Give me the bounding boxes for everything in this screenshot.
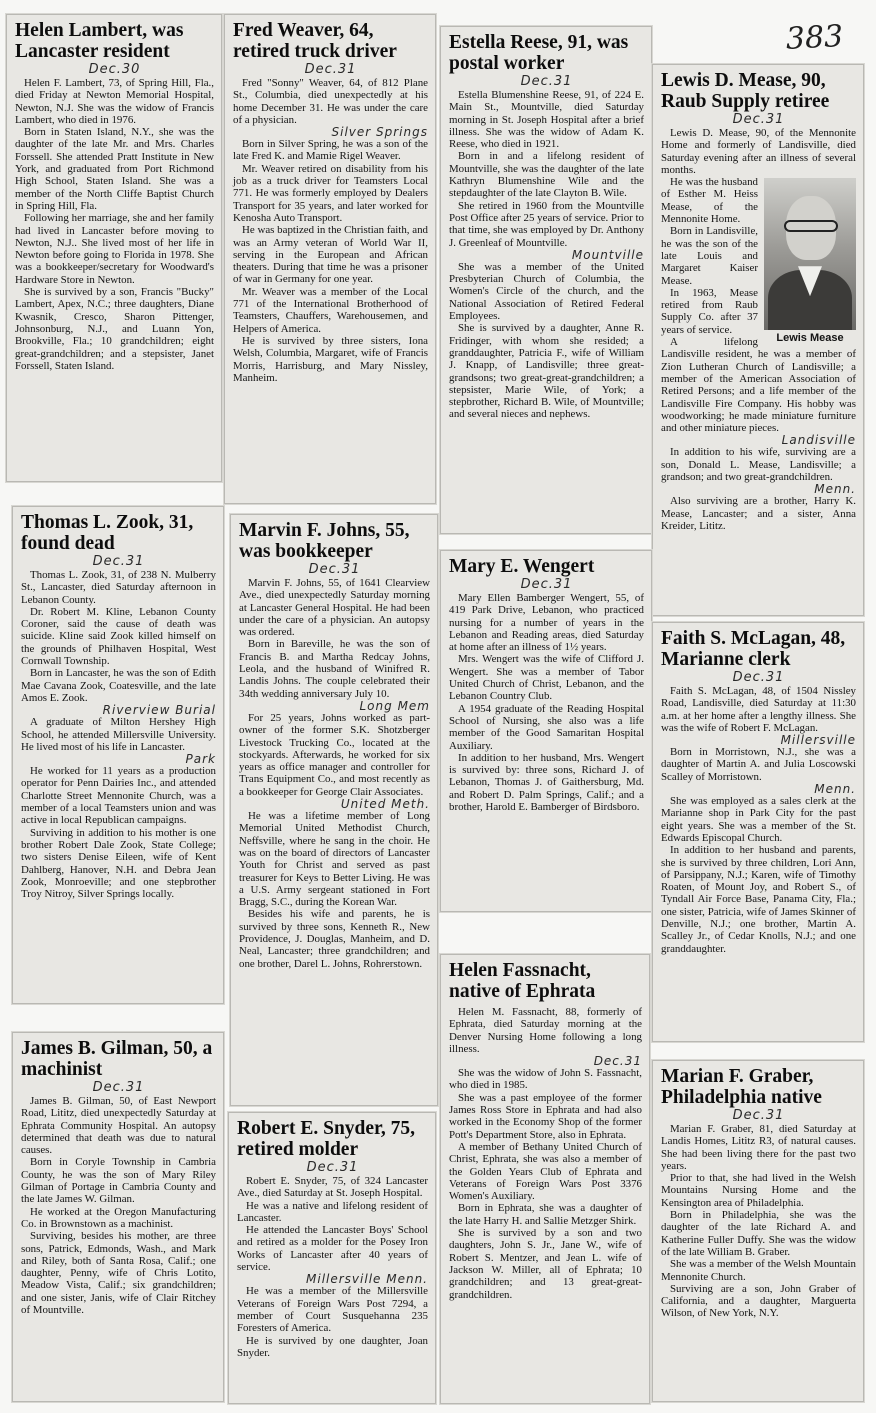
handwritten-note: Dec.30 — [88, 62, 141, 77]
paragraph: Mr. Weaver was a member of the Local 771 of the International Brotherhood of Teamsters, Chauffers, Warehousemen, and Helpers of America. — [233, 285, 428, 335]
paragraph: Prior to that, she had lived in the Welsh Mountains Nursing Home and the Kensington area of Philadelphia. — [661, 1172, 856, 1209]
handwritten-note: Dec.31 — [306, 1160, 359, 1175]
headline: Helen Lambert, was Lancaster resident — [15, 20, 184, 62]
paragraph: She is survived by a son, Francis "Bucky" Lambert, Apex, N.C.; three daughters, Diane Kwasnik, Cresco, Sharon Pittenger, Johnsonburg, N.J., and Luann Yon, Brookville, Fla.; 10 grandchildren; eight great-grandchildren; and a stepsister, Janet Forssell, Staten Island. — [15, 286, 214, 372]
paragraph: Estella Blumenshine Reese, 91, of 224 E. Main St., Mountville, died Saturday morning in St. Joseph Hospital after a brief illness. She was the widow of Adam K. Reese, who died in 1921. — [449, 89, 644, 151]
obituary-marvin-johns — [230, 514, 438, 1106]
handwritten-note: Dec.31 — [593, 1054, 642, 1069]
handwritten-note: Menn. — [814, 782, 856, 797]
headline: Lewis D. Mease, 90, Raub Supply retiree — [661, 70, 830, 112]
portrait-image — [764, 178, 856, 330]
paragraph: She is survived by a son and two daughters, John S. Jr., Jane W., wife of Robert S. Mentzer, and Jean L. wife of Jackson W. Miller, all of Ephrata; 10 grandchildren; and 13 great-great-grandchildren. — [449, 1227, 642, 1301]
paragraph: He was the husband of Esther M. Heiss Mease, of the Mennonite Home. — [661, 176, 758, 226]
paragraph: He worked at the Oregon Manufacturing Co. in Brownstown as a machinist. — [21, 1205, 216, 1230]
paragraph: In addition to his wife, surviving are a son, Donald L. Mease, Landisville; a grandson; and two great-grandchildren. — [661, 446, 856, 484]
paragraph: He was a native and lifelong resident of Lancaster. — [237, 1199, 428, 1224]
handwritten-note: Dec.31 — [92, 554, 145, 569]
headline: Robert E. Snyder, 75, retired molder — [237, 1118, 416, 1160]
paragraph: Fred "Sonny" Weaver, 64, of 812 Plane St., Columbia, died unexpectedly at his home December 31. He was under the care of a physician. — [233, 77, 428, 126]
paragraph: Born in Bareville, he was the son of Francis B. and Martha Redcay Johns, Leola, and the husband of Winifred R. Landis Johns. The couple celebrated their 34th wedding anniversary July 10. — [239, 638, 430, 700]
paragraph: Born in Landisville, he was the son of the late Louis and Margaret Kaiser Mease. — [661, 225, 758, 287]
paragraph: She retired in 1960 from the Mountville Post Office after 25 years of service. Prior to that time, she was employed by Dr. Anthony J. Greenleaf of Mountville. — [449, 199, 644, 249]
handwritten-note: Dec.31 — [732, 1108, 785, 1123]
paragraph: Mary Ellen Bamberger Wengert, 55, of 419 Park Drive, Lebanon, who practiced nursing for a number of years in the Lebanon and Reading areas, died Saturday at home after an illness of 1½ years. — [449, 592, 644, 654]
handwritten-note: Dec.31 — [520, 577, 573, 592]
handwritten-note: Millersville Menn. — [306, 1272, 428, 1287]
paragraph: He was baptized in the Christian faith, and was an Army veteran of World War II, serving in the European and African theaters. During that time he was a prisoner of war in Germany for one year. — [233, 224, 428, 286]
paragraph: A 1954 graduate of the Reading Hospital School of Nursing, she also was a life member of the Good Samaritan Hospital Auxiliary. — [449, 702, 644, 752]
paragraph: Born in Morristown, N.J., she was a daughter of Martin A. and Julia Loscowski Scalley of Morristown. — [661, 746, 856, 783]
obituary-helen-fassnacht — [440, 954, 650, 1404]
paragraph: He was a member of the Millersville Veterans of Foreign Wars Post 7294, a member of Court Susquehanna 235 Foresters of America. — [237, 1285, 428, 1335]
portrait-photo — [764, 178, 856, 344]
handwritten-note: Park — [185, 752, 216, 767]
handwritten-note: United Meth. — [340, 797, 430, 812]
paragraph: A lifelong Landisville resident, he was a member of Zion Lutheran Church of Landisville; a member of the American Association of Retired Persons; and a life member of the Landisville Fire Company. His hobby was woodworking; he made miniature furniture and other miniature pieces. — [661, 336, 856, 435]
headline: Thomas L. Zook, 31, found dead — [21, 512, 194, 554]
headline: Helen Fassnacht, native of Ephrata — [449, 960, 596, 1002]
handwritten-note: Menn. — [814, 482, 856, 497]
paragraph: A member of Bethany United Church of Christ, Ephrata, she was also a member of the Golden Years Club of Ephrata and Veterans of Foreign Wars Post 3376 Women's Auxiliary. — [449, 1140, 642, 1203]
paragraph: For 25 years, Johns worked as part-owner of the former S.K. Shotzberger Livestock Trucking Co., located at the stockyards. Afterwards, he worked for six years as office manager and controller for Trans Equipment Co., and most recently as a bookkeeper for George Clair Associates. — [239, 711, 430, 798]
handwritten-note: Long Mem — [359, 698, 430, 713]
obituary-fred-weaver — [224, 14, 436, 504]
paragraph: In 1963, Mease retired from Raub Supply Co. after 37 years of service. — [661, 286, 758, 336]
headline: Marvin F. Johns, 55, was bookkeeper — [239, 520, 410, 562]
handwritten-note: Riverview Burial — [102, 703, 216, 718]
paragraph: Helen F. Lambert, 73, of Spring Hill, Fla., died Friday at Newton Memorial Hospital, Newton, N.J. She was the widow of Francis Lambert, who died in 1976. — [15, 77, 214, 126]
obituary-thomas-zook — [12, 506, 224, 1004]
paragraph: Mrs. Wengert was the wife of Clifford J. Wengert. She was a member of Tabor United Church of Christ, Lebanon, and the Lebanon Country Club. — [449, 653, 644, 703]
paragraph: She was a member of the United Presbyterian Church of Columbia, the Women's Circle of the church, and the National Association of Retired Federal Employees. — [449, 260, 644, 323]
paragraph: She was a past employee of the former James Ross Store in Ephrata and had also worked in the Economy Shop of the former Pott's Department Store, also in Ephrata. — [449, 1091, 642, 1141]
paragraph: He is survived by one daughter, Joan Snyder. — [237, 1334, 428, 1359]
paragraph: A graduate of Milton Hershey High School, he attended Millersville University. He lived most of his life in Lancaster. — [21, 716, 216, 753]
paragraph: Surviving in addition to his mother is one brother Robert Dale Zook, State College; two sisters Denise Eileen, wife of Kent Dahlberg, Hanover, N.H. and Debra Jean Zook, Monroeville; and one stepbrother Troy Nitroy, Silver Springs locally. — [21, 826, 216, 901]
paragraph: Born in Coryle Township in Cambria County, he was the son of Mary Riley Gilman of Portage in Cambria County and the late James W. Gilman. — [21, 1156, 216, 1206]
paragraph: Mr. Weaver retired on disability from his job as a truck driver for Teamsters Local 771. He was formerly employed by Dealers Transport for 35 years, and later worked for Kenosha Auto Transport. — [233, 162, 428, 224]
handwritten-note: Dec.31 — [732, 670, 785, 685]
obituary-robert-snyder — [228, 1112, 436, 1404]
headline: Estella Reese, 91, was postal worker — [449, 32, 629, 74]
paragraph: Dr. Robert M. Kline, Lebanon County Coroner, said the cause of death was suicide. Kline said Zook killed himself on the grounds of Philhaven Hospital, West Cornwall Township. — [21, 605, 216, 668]
obituary-faith-mclagan — [652, 622, 864, 1042]
paragraph: She was a member of the Welsh Mountain Mennonite Church. — [661, 1258, 856, 1283]
paragraph: Born in Silver Spring, he was a son of the late Fred K. and Mamie Rigel Weaver. — [233, 138, 428, 163]
paragraph: He was a lifetime member of Long Memorial United Methodist Church, Neffsville, where he sang in the choir. He was on the board of directors of Lancaster Youth for Christ and served as past treasurer for Keys to Better Living. He was a U.S. Army sergeant stationed in Fort Bragg, S.C., during the Korean War. — [239, 810, 430, 909]
handwritten-note: Mountville — [571, 247, 644, 262]
handwritten-note: Dec.31 — [304, 62, 357, 77]
obituary-lewis-mease — [652, 64, 864, 616]
paragraph: Born in Philadelphia, she was the daughter of the late Richard A. and Katherine Fuller Duffy. She was the widow of the late William B. Graber. — [661, 1209, 856, 1258]
paragraph: Thomas L. Zook, 31, of 238 N. Mulberry St., Lancaster, died Saturday afternoon in Lebanon County. — [21, 569, 216, 606]
paragraph: Helen M. Fassnacht, 88, formerly of Ephrata, died Saturday morning at the Denver Nursing Home following a long illness. — [449, 1006, 642, 1055]
handwritten-note: Dec.31 — [308, 562, 361, 577]
paragraph: Surviving, besides his mother, are three sons, Patrick, Edmonds, Wash., and Mark and Riley, both of Santa Rosa, Calif.; one daughter, Penny, wife of Chris Lotito, Meadow Vista, Calif.; six grandchildren; and one sister, Janis, wife of Clair Ritchey of Mountville. — [21, 1230, 216, 1317]
handwritten-note: Landisville — [781, 433, 856, 448]
obituary-james-gilman — [12, 1032, 224, 1402]
paragraph: She is survived by a daughter, Anne R. Fridinger, with whom she resided; a granddaughter, Patricia F., wife of William J. Knapp, of Landisville; three great-grandsons; two great-great-grandchildren; a stepsister, Marie Wile, of York; a stepbrother, Richard B. Wile, of Mountville; and several nieces and nephews. — [449, 322, 644, 421]
page-number: 383 — [785, 18, 845, 57]
paragraph: Born in Ephrata, she was a daughter of the late Harry H. and Sallie Metzger Shirk. — [449, 1202, 642, 1227]
handwritten-note: Silver Springs — [331, 125, 428, 140]
paragraph: Marvin F. Johns, 55, of 1641 Clearview Ave., died unexpectedly Saturday morning at Lancaster General Hospital. He had been under the care of a physician. An autopsy was ordered. — [239, 577, 430, 639]
obituary-marian-graber — [652, 1060, 864, 1402]
paragraph: Also surviving are a brother, Harry K. Mease, Lancaster; and a sister, Anna Kreider, Lititz. — [661, 495, 856, 532]
paragraph: Following her marriage, she and her family had lived in Lancaster before moving to Newton, N.J.. She lived most of her life in Newton before going to Florida in 1978. She was a bookkeeper/secretary for Woodward's Hardware Store in Newton. — [15, 212, 214, 286]
handwritten-note: Dec.31 — [92, 1080, 145, 1095]
paragraph: James B. Gilman, 50, of East Newport Road, Lititz, died unexpectedly Saturday at Ephrata Community Hospital. An autopsy determined that death was due to natural causes. — [21, 1095, 216, 1157]
paragraph: Besides his wife and parents, he is survived by three sons, Kenneth R., New Providence, J. Douglas, Manheim, and D. Neal, Lancaster; three grandchildren; and one brother, Darel L. Johns, Rohrerstown. — [239, 908, 430, 970]
paragraph: Born in Staten Island, N.Y., she was the daughter of the late Mr. and Mrs. Charles Forssell. She attended Pratt Institute in New York, and graduated from Port Richmond High School, Staten Island. She was a member of the North Cliffe Baptist Church in Spring Hill, Fla. — [15, 126, 214, 212]
obituary-estella-reese — [440, 26, 652, 534]
obituary-helen-lambert — [6, 14, 222, 482]
headline: Marian F. Graber, Philadelphia native — [661, 1066, 822, 1108]
headline: Fred Weaver, 64, retired truck driver — [233, 20, 397, 62]
headline: Mary E. Wengert — [449, 556, 595, 577]
handwritten-note: Dec.31 — [520, 74, 573, 89]
paragraph: Robert E. Snyder, 75, of 324 Lancaster Ave., died Saturday at St. Joseph Hospital. — [237, 1175, 428, 1200]
paragraph: Marian F. Graber, 81, died Saturday at Landis Homes, Lititz R3, of natural causes. She had been living there for the past two years. — [661, 1123, 856, 1172]
handwritten-note: Dec.31 — [732, 112, 785, 127]
paragraph: Faith S. McLagan, 48, of 1504 Nissley Road, Landisville, died Saturday at 11:30 a.m. at her home after a lengthy illness. She was the wife of Robert F. McLagan. — [661, 685, 856, 734]
headline: James B. Gilman, 50, a machinist — [21, 1038, 213, 1080]
paragraph: Born in and a lifelong resident of Mountville, she was the daughter of the late Kathryn Blumenshine Wile and the stepdaughter of the late Clayton B. Wile. — [449, 150, 644, 200]
obituary-mary-wengert — [440, 550, 652, 912]
paragraph: He attended the Lancaster Boys' School and retired as a molder for the Posey Iron Works of Lancaster after 40 years of service. — [237, 1224, 428, 1274]
paragraph: She was employed as a sales clerk at the Marianne shop in Park City for the past eight years. She was a member of the St. Edwards Episcopal Church. — [661, 795, 856, 844]
paragraph: She was the widow of John S. Fassnacht, who died in 1985. — [449, 1067, 642, 1092]
paragraph: In addition to her husband and parents, she is survived by three children, Lori Ann, of Parsippany, N.J.; Karen, wife of Timothy Roaten, of Mount Joy, and Robert S., of Tyndall Air Force Base, Panama City, Fla.; one sister, Patricia, wife of James Skinner of Denville, N.J.; one brother, Martin A. Scalley Jr., of Cedar Knolls, N.J.; and one granddaughter. — [661, 844, 856, 955]
paragraph: Surviving are a son, John Graber of California, and a daughter, Marguerta Wilson, of New York, N.Y. — [661, 1282, 856, 1320]
paragraph: Lewis D. Mease, 90, of the Mennonite Home and formerly of Landisville, died Saturday evening after an illness of several months. — [661, 127, 856, 176]
paragraph: He is survived by three sisters, Iona Welsh, Columbia, Margaret, wife of Francis Morris, Harrisburg, and Mary Nissley, Manheim. — [233, 334, 428, 384]
paragraph: In addition to her husband, Mrs. Wengert is survived by: three sons, Richard J. of Lebanon, Thomas J. of Gaithersburg, Md. and Robert D. Palm Springs, Calif.; and a brother, Harold E. Bamberger of Birdsboro. — [449, 751, 644, 814]
paragraph: He worked for 11 years as a production operator for Penn Dairies Inc., and attended Charlotte Street Mennonite Church, was a member of a local Teamsters union and was active in local Republican campaigns. — [21, 765, 216, 827]
paragraph: Born in Lancaster, he was the son of Edith Mae Cavana Zook, Coatesville, and the late Amos E. Zook. — [21, 667, 216, 704]
headline: Faith S. McLagan, 48, Marianne clerk — [661, 628, 846, 670]
photo-caption: Lewis Mease — [776, 332, 844, 345]
handwritten-note: Millersville — [780, 733, 856, 748]
